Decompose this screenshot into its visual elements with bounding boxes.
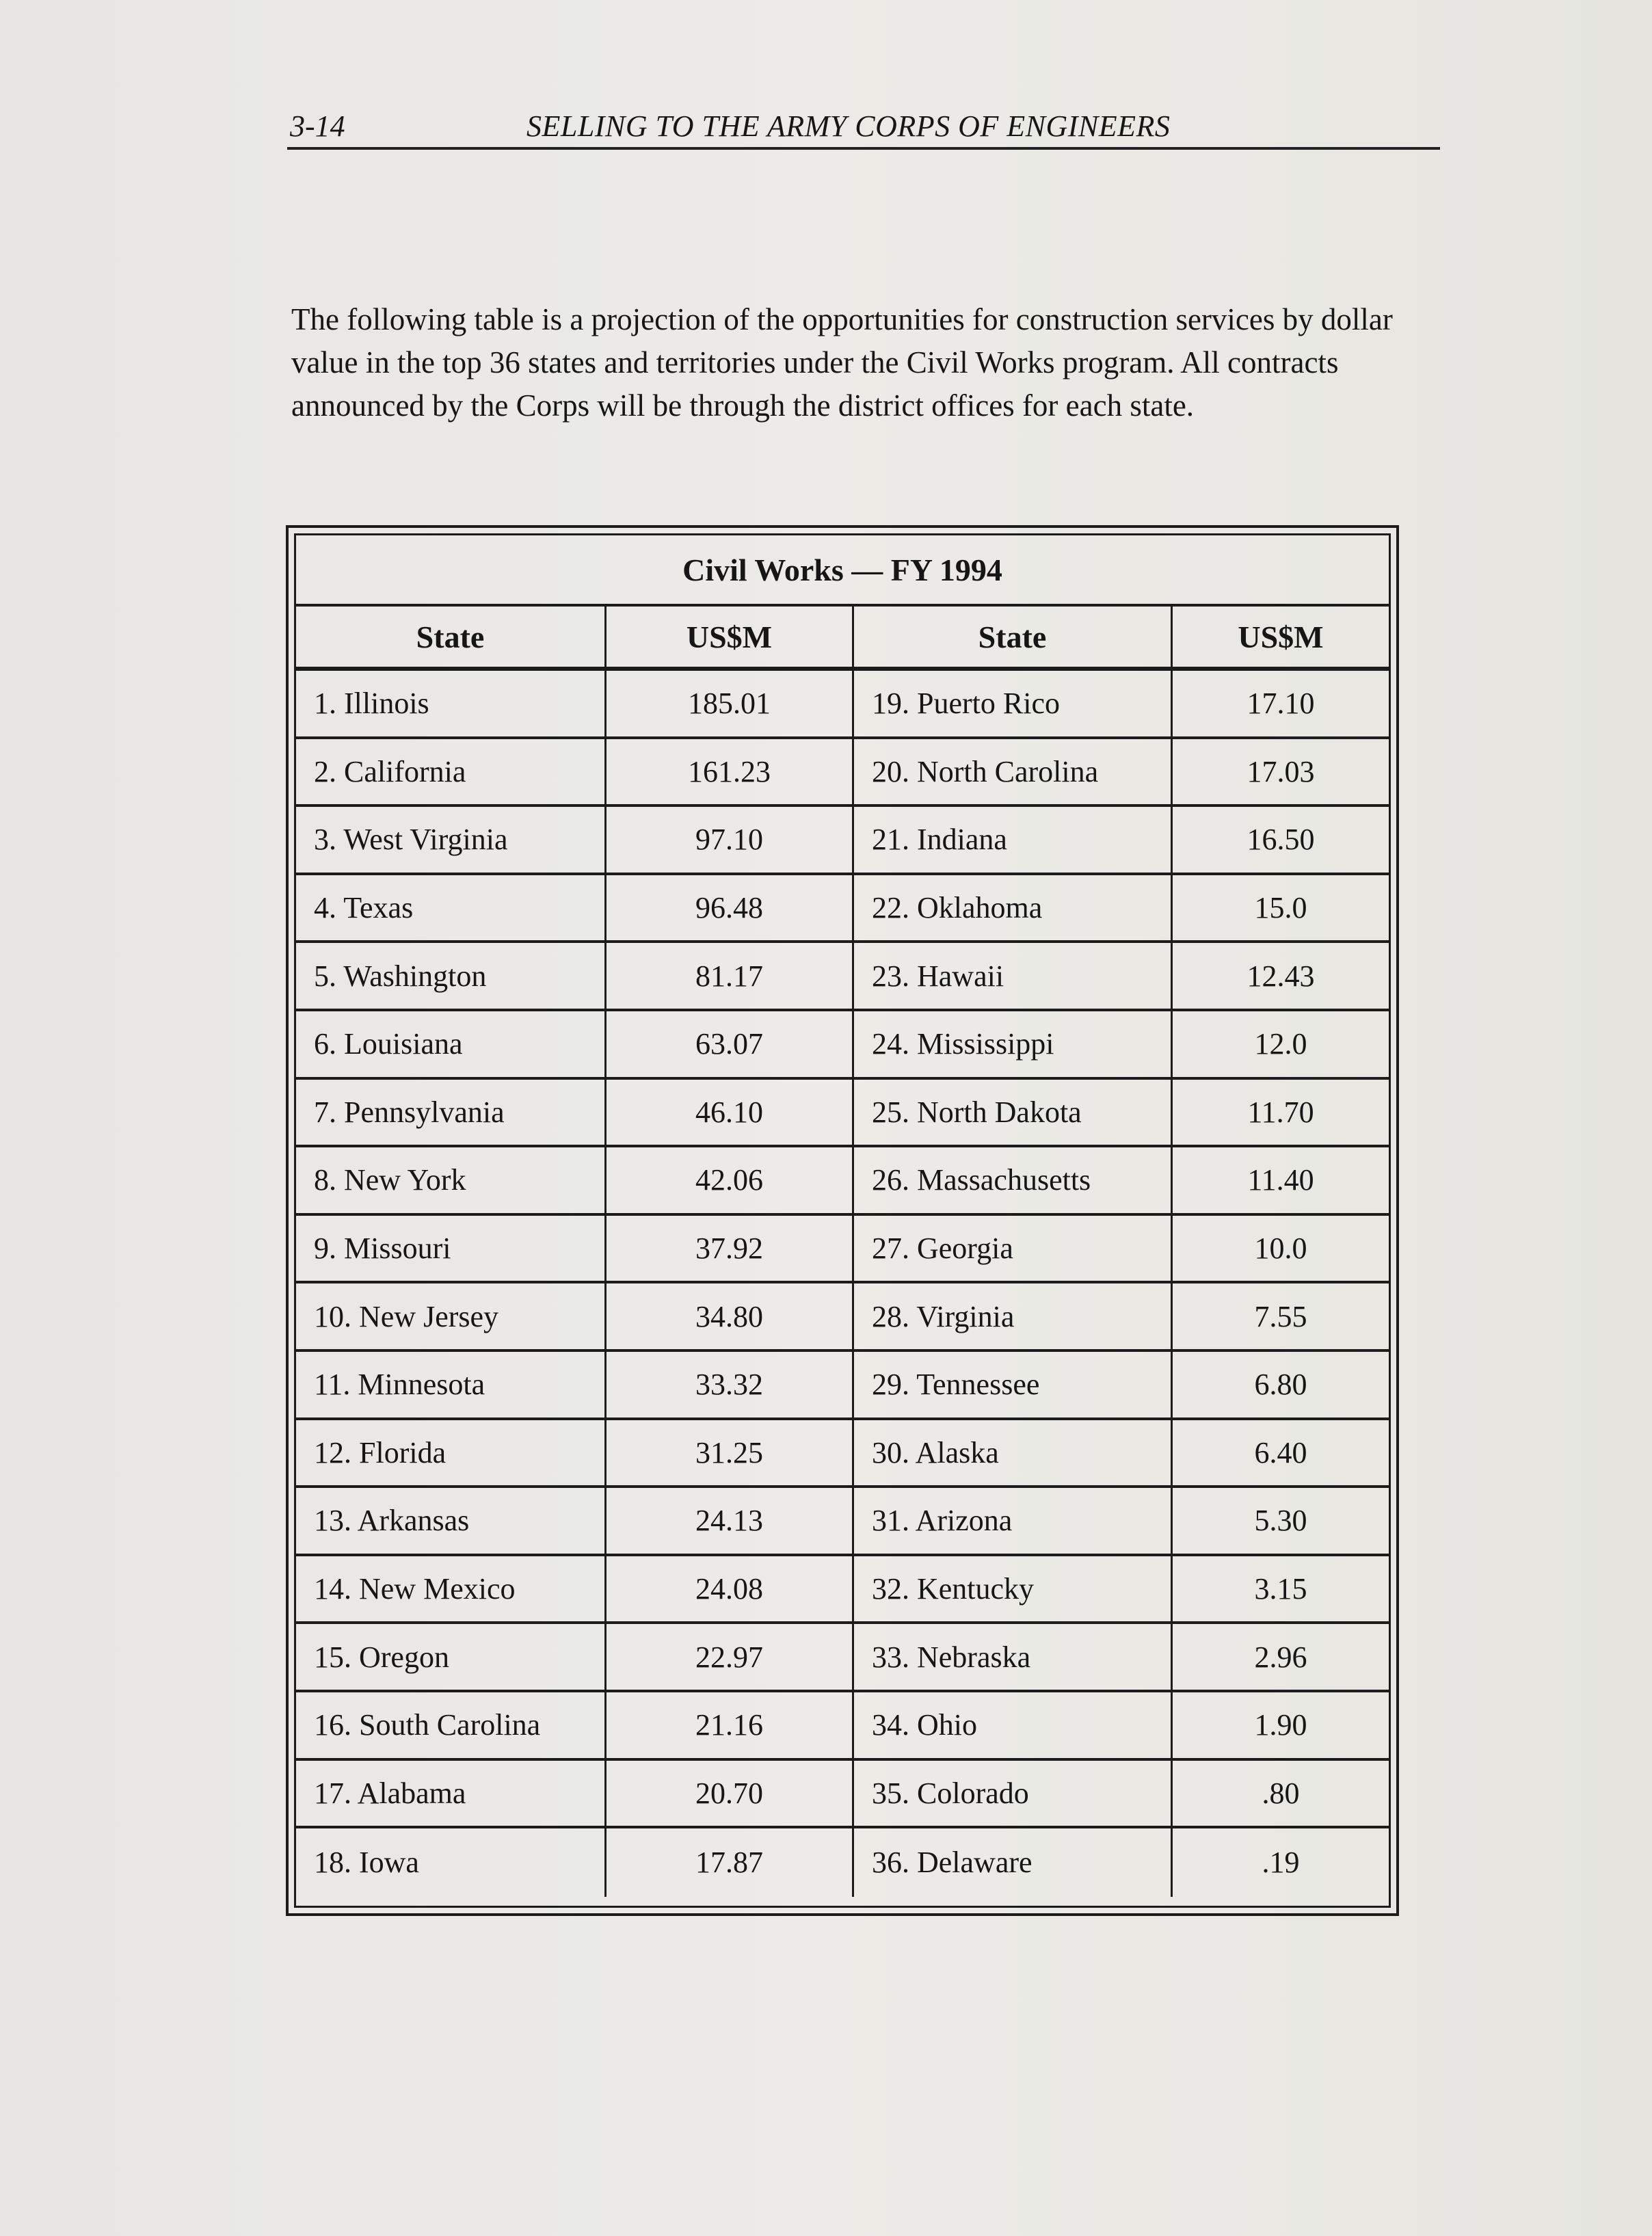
page-number: 3-14 [290,109,345,143]
table-row [296,1216,1389,1284]
table-row [296,671,1389,739]
table-row [296,1352,1389,1420]
row-value-left: 24.08 [607,1556,854,1622]
row-value-left: 17.87 [607,1828,854,1897]
row-state-left: 11. Minnesota [296,1352,607,1418]
table-row [296,1761,1389,1829]
row-value-right: 3.15 [1254,1572,1307,1606]
table-row [296,1420,1389,1489]
row-state-left: 2. California [296,739,607,805]
row-value-right: 17.03 [1247,754,1315,788]
row-value-right: 7.55 [1254,1299,1307,1333]
row-state-right: 30. Alaska [854,1420,1173,1486]
table-row [296,875,1389,944]
row-value-right: .19 [1262,1846,1300,1880]
row-state-right: 21. Indiana [854,807,1173,873]
row-value-left: 42.06 [607,1147,854,1213]
row-value-left: 46.10 [607,1080,854,1145]
table-row [296,1283,1389,1352]
row-value-left: 33.32 [607,1352,854,1418]
row-state-left: 5. Washington [296,943,607,1009]
row-state-right: 28. Virginia [854,1283,1173,1349]
row-value-left: 96.48 [607,875,854,941]
row-value-left: 97.10 [607,807,854,873]
row-value-right: 16.50 [1247,823,1315,857]
row-state-right: 36. Delaware [854,1828,1173,1897]
running-title: SELLING TO THE ARMY CORPS OF ENGINEERS [527,109,1171,143]
row-value-left: 37.92 [607,1216,854,1281]
table-row [296,1080,1389,1148]
row-state-left: 1. Illinois [296,671,607,736]
row-state-left: 10. New Jersey [296,1283,607,1349]
row-state-right: 20. North Carolina [854,739,1173,805]
running-header [287,106,1440,150]
row-value-left: 161.23 [607,739,854,805]
row-state-right: 31. Arizona [854,1488,1173,1554]
header-state-right: State [854,607,1173,667]
table-row [296,1692,1389,1761]
table-row [296,1011,1389,1080]
table-row [296,739,1389,808]
row-value-right: .80 [1262,1776,1300,1810]
row-state-right: 22. Oklahoma [854,875,1173,941]
civil-works-table [286,525,1399,1916]
row-state-left: 16. South Carolina [296,1692,607,1758]
row-value-left: 24.13 [607,1488,854,1554]
row-value-left: 34.80 [607,1283,854,1349]
header-usdm-right: US$M [1238,619,1324,654]
row-value-left: 185.01 [607,671,854,736]
row-state-left: 4. Texas [296,875,607,941]
row-state-right: 35. Colorado [854,1761,1173,1826]
row-value-right: 15.0 [1254,891,1307,925]
row-value-right: 10.0 [1254,1232,1307,1266]
row-value-left: 63.07 [607,1011,854,1077]
header-usdm-left: US$M [607,607,854,667]
table-row [296,1488,1389,1556]
table-row [296,807,1389,875]
table-row [296,1828,1389,1897]
row-value-left: 20.70 [607,1761,854,1826]
row-state-left: 15. Oregon [296,1624,607,1690]
row-state-right: 19. Puerto Rico [854,671,1173,736]
table-row [296,1624,1389,1692]
table-row [296,1147,1389,1216]
row-state-right: 34. Ohio [854,1692,1173,1758]
row-value-left: 81.17 [607,943,854,1009]
row-value-right: 11.70 [1247,1095,1314,1129]
row-state-left: 7. Pennsylvania [296,1080,607,1145]
row-value-right: 2.96 [1254,1640,1307,1674]
row-value-left: 22.97 [607,1624,854,1690]
row-state-left: 9. Missouri [296,1216,607,1281]
table-row [296,943,1389,1011]
row-value-right: 12.43 [1247,959,1315,993]
row-value-right: 6.40 [1254,1435,1307,1469]
row-state-right: 26. Massachusetts [854,1147,1173,1213]
row-state-right: 32. Kentucky [854,1556,1173,1622]
row-state-right: 25. North Dakota [854,1080,1173,1145]
row-value-right: 6.80 [1254,1368,1307,1402]
table-row [296,1556,1389,1625]
row-state-right: 27. Georgia [854,1216,1173,1281]
row-value-right: 17.10 [1247,687,1315,721]
table-header-row [296,607,1389,671]
intro-paragraph: The following table is a projection of the opportunities for construction services by dollar value in the top 36 states and territories under the Civil Works program. All contracts announced by the Corps will be through the district offices for each state. [291,302,1393,423]
row-value-right: 1.90 [1254,1708,1307,1742]
row-value-right: 12.0 [1254,1027,1307,1061]
row-value-right: 5.30 [1254,1504,1307,1538]
row-state-left: 13. Arkansas [296,1488,607,1554]
row-state-left: 12. Florida [296,1420,607,1486]
row-state-right: 23. Hawaii [854,943,1173,1009]
row-value-right: 11.40 [1247,1163,1314,1197]
table-inner-border [294,533,1391,1908]
row-state-left: 8. New York [296,1147,607,1213]
header-state-left: State [296,607,607,667]
row-state-left: 6. Louisiana [296,1011,607,1077]
row-state-left: 18. Iowa [296,1828,607,1897]
row-state-right: 29. Tennessee [854,1352,1173,1418]
row-value-left: 21.16 [607,1692,854,1758]
row-state-left: 17. Alabama [296,1761,607,1826]
row-state-left: 14. New Mexico [296,1556,607,1622]
row-value-left: 31.25 [607,1420,854,1486]
table-title: Civil Works — FY 1994 [296,535,1389,607]
row-state-left: 3. West Virginia [296,807,607,873]
row-state-right: 33. Nebraska [854,1624,1173,1690]
row-state-right: 24. Mississippi [854,1011,1173,1077]
